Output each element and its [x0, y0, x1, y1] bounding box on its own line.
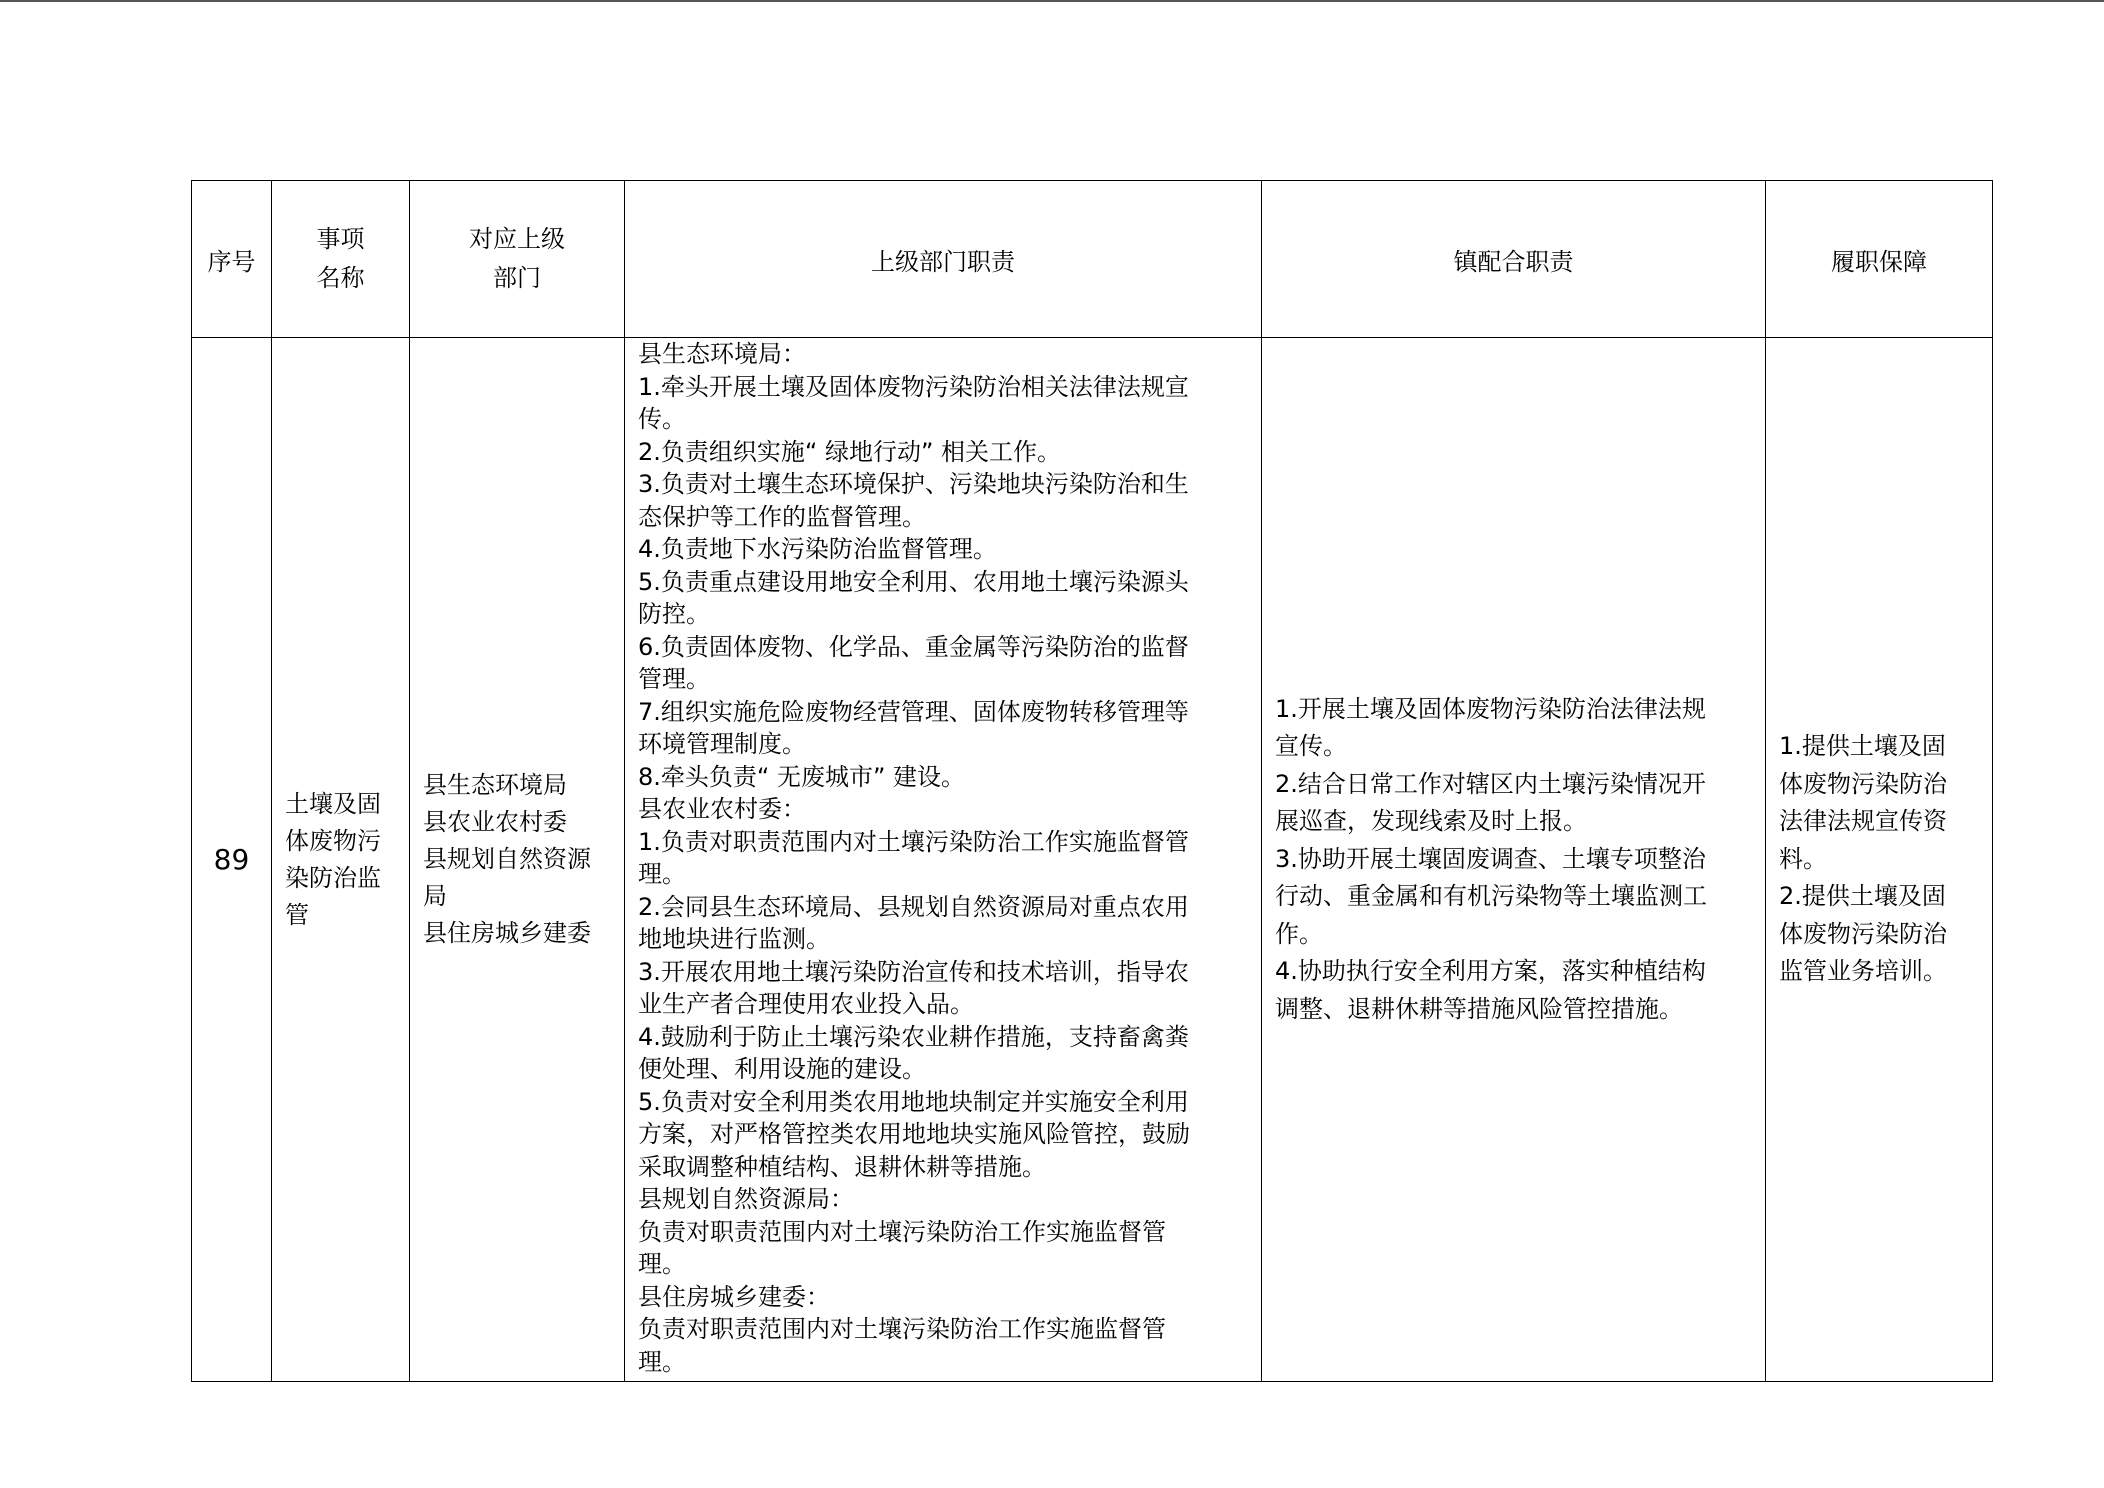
department-line: 县生态环境局 — [423, 771, 567, 799]
upper-duty-line: 负责对职责范围内对土壤污染防治工作实施监督管 — [638, 1315, 1166, 1343]
header-guarantee: 履职保障 — [1766, 181, 1993, 338]
upper-duty-line: 方案，对严格管控类农用地地块实施风险管控，鼓励 — [638, 1120, 1190, 1148]
upper-duty-line: 管理。 — [638, 665, 710, 693]
town-duty-line: 4.协助执行安全利用方案，落实种植结构 — [1275, 957, 1706, 986]
town-duty-line: 3.协助开展土壤固废调查、土壤专项整治 — [1275, 844, 1706, 873]
town-duty-line: 作。 — [1275, 919, 1323, 948]
upper-duty-line: 3.负责对土壤生态环境保护、污染地块污染防治和生 — [638, 470, 1189, 498]
upper-duty-line: 4.负责地下水污染防治监督管理。 — [638, 535, 997, 563]
upper-duty-line: 5.负责重点建设用地安全利用、农用地土壤污染源头 — [638, 567, 1189, 596]
item-name-line: 体废物污 — [285, 826, 381, 855]
upper-duty-line: 6.负责固体废物、化学品、重金属等污染防治的监督 — [638, 632, 1189, 661]
item-name-line: 染防治监 — [285, 863, 381, 892]
header-department-line1: 对应上级 — [469, 225, 565, 253]
row-town-duty — [1262, 338, 1766, 1382]
table-row — [192, 338, 1993, 1382]
upper-duty-line: 态保护等工作的监督管理。 — [638, 502, 926, 531]
upper-duty-line: 县住房城乡建委： — [638, 1282, 830, 1311]
upper-duty-line: 县生态环境局： — [638, 340, 806, 368]
upper-duty-line: 县农业农村委： — [638, 795, 806, 823]
row-departments — [410, 338, 625, 1382]
row-item-name — [272, 338, 410, 1382]
upper-duty-line: 县规划自然资源局： — [638, 1185, 854, 1213]
header-department — [410, 181, 625, 338]
town-duty-line: 2.结合日常工作对辖区内土壤污染情况开 — [1275, 769, 1706, 798]
department-line: 县住房城乡建委 — [423, 919, 591, 947]
upper-duty-line: 5.负责对安全利用类农用地地块制定并实施安全利用 — [638, 1087, 1189, 1116]
guarantee-line: 体废物污染防治 — [1779, 769, 1947, 798]
upper-duty-line: 3.开展农用地土壤污染防治宣传和技术培训，指导农 — [638, 957, 1189, 986]
guarantee-line: 体废物污染防治 — [1779, 919, 1947, 948]
upper-duty-line: 便处理、利用设施的建设。 — [638, 1055, 926, 1083]
upper-duty-line: 环境管理制度。 — [638, 730, 806, 758]
header-town-duty: 镇配合职责 — [1262, 181, 1766, 338]
row-seq: 89 — [192, 338, 272, 1382]
town-duty-line: 调整、退耕休耕等措施风险管控措施。 — [1275, 994, 1683, 1023]
town-duty-line: 1.开展土壤及固体废物污染防治法律法规 — [1275, 694, 1706, 723]
guarantee-line: 法律法规宣传资 — [1779, 807, 1947, 836]
row-guarantee — [1766, 338, 1993, 1382]
upper-duty-line: 理。 — [638, 1250, 686, 1278]
header-item-name-line2: 名称 — [316, 264, 365, 292]
upper-duty-line: 负责对职责范围内对土壤污染防治工作实施监督管 — [638, 1217, 1166, 1246]
upper-duty-line: 业生产者合理使用农业投入品。 — [638, 990, 974, 1018]
table-header-row — [192, 181, 1993, 338]
upper-duty-line: 8.牵头负责“ 无废城市” 建设。 — [638, 762, 966, 791]
department-line: 县规划自然资源 — [423, 845, 591, 873]
header-item-name-line1: 事项 — [316, 225, 365, 253]
upper-duty-line: 2.负责组织实施“ 绿地行动” 相关工作。 — [638, 437, 1062, 466]
header-department-line2: 部门 — [493, 264, 541, 292]
upper-duty-line: 采取调整种植结构、退耕休耕等措施。 — [638, 1152, 1046, 1181]
upper-duty-line: 理。 — [638, 860, 686, 888]
guarantee-line: 料。 — [1779, 844, 1827, 873]
upper-duty-line: 4.鼓励利于防止土壤污染农业耕作措施，支持畜禽粪 — [638, 1022, 1189, 1051]
town-duty-line: 行动、重金属和有机污染物等土壤监测工 — [1275, 882, 1707, 911]
upper-duty-line: 7.组织实施危险废物经营管理、固体废物转移管理等 — [638, 697, 1189, 726]
duty-table — [191, 180, 1993, 1382]
header-upper-duty: 上级部门职责 — [625, 181, 1262, 338]
item-name-line: 管 — [285, 900, 309, 929]
guarantee-line: 监管业务培训。 — [1779, 957, 1947, 986]
department-line: 县农业农村委 — [423, 808, 567, 836]
department-line: 局 — [423, 882, 447, 910]
town-duty-line: 展巡查，发现线索及时上报。 — [1275, 807, 1587, 836]
item-name-line: 土壤及固 — [285, 789, 381, 818]
guarantee-line: 2.提供土壤及固 — [1779, 882, 1946, 911]
upper-duty-line: 传。 — [638, 405, 686, 433]
upper-duty-line: 理。 — [638, 1347, 686, 1376]
page-top-border — [0, 0, 2104, 2]
row-upper-duty — [625, 338, 1262, 1382]
town-duty-line: 宣传。 — [1275, 732, 1347, 761]
upper-duty-line: 1.负责对职责范围内对土壤污染防治工作实施监督管 — [638, 827, 1189, 856]
upper-duty-line: 地地块进行监测。 — [638, 925, 830, 953]
header-item-name — [272, 181, 410, 338]
upper-duty-line: 防控。 — [638, 600, 710, 628]
upper-duty-line: 2.会同县生态环境局、县规划自然资源局对重点农用 — [638, 892, 1189, 921]
upper-duty-line: 1.牵头开展土壤及固体废物污染防治相关法律法规宣 — [638, 372, 1189, 401]
header-seq: 序号 — [192, 181, 272, 338]
guarantee-line: 1.提供土壤及固 — [1779, 732, 1946, 761]
